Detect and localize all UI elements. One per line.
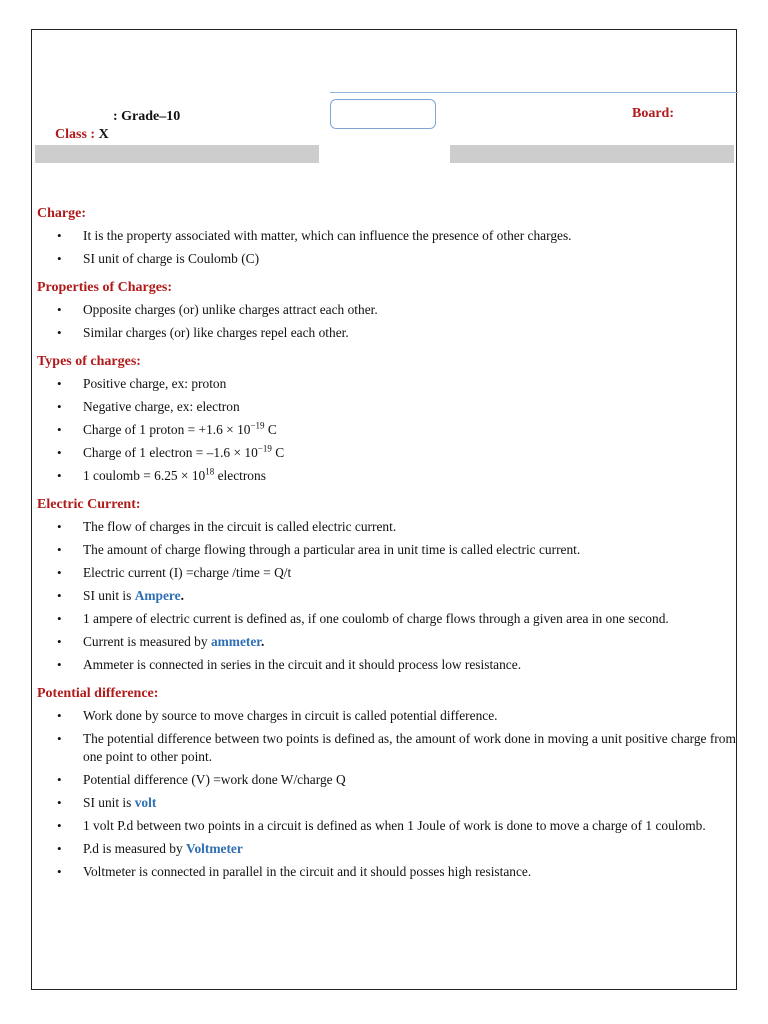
- bullet-icon: •: [57, 818, 62, 833]
- list-item: • It is the property associated with matter, which can influence the presence of other charges.: [57, 228, 572, 243]
- bullet-icon: •: [57, 542, 62, 557]
- list-item: • 1 coulomb = $6.25 \times 10^{18}$ electrons: [57, 466, 266, 483]
- header-bar-right: [450, 145, 734, 163]
- list-item: • The amount of charge flowing through a particular area in unit time is called electric current.: [57, 542, 581, 557]
- list-item: • Charge of 1 electron = $-1.6 \times 10^{-19}$ C: [57, 443, 285, 460]
- section-potential-difference: [37, 685, 737, 881]
- bullet-icon: •: [57, 302, 62, 317]
- bullet-icon: •: [57, 864, 62, 879]
- bullet-icon: •: [57, 795, 62, 810]
- bullet-icon: •: [57, 445, 62, 460]
- section-heading: Electric Current:: [37, 497, 141, 512]
- list-item: • SI unit is volt: [57, 795, 157, 810]
- highlight-term: Ampere: [134, 588, 181, 603]
- bullet-icon: •: [57, 565, 62, 580]
- bullet-icon: •: [57, 228, 62, 243]
- header-logo-box: [330, 99, 436, 129]
- list-item: • SI unit is Ampere.: [57, 588, 184, 603]
- bullet-icon: •: [57, 251, 62, 266]
- section-heading: Properties of Charges:: [37, 280, 173, 295]
- bullet-icon: •: [57, 519, 62, 534]
- bullet-icon: •: [57, 399, 62, 414]
- header-bar-left: [35, 145, 319, 163]
- bullet-icon: •: [57, 422, 62, 437]
- list-item: • 1 volt P.d between two points in a circuit is defined as when 1 Joule of work is done to move a charge of 1 coulomb.: [57, 818, 706, 833]
- bullet-icon: •: [57, 841, 62, 856]
- list-item: • Electric current (I) =charge /time = Q/t: [57, 565, 292, 580]
- bullet-icon: •: [57, 634, 62, 649]
- bullet-icon: •: [57, 657, 62, 672]
- list-item: • The flow of charges in the circuit is called electric current.: [57, 519, 397, 534]
- highlight-term: Voltmeter: [186, 841, 243, 856]
- bullet-icon: •: [57, 772, 62, 787]
- section-charge: [37, 205, 737, 268]
- class-line: [55, 127, 109, 143]
- bullet-icon: •: [57, 325, 62, 340]
- list-item: • Voltmeter is connected in parallel in the circuit and it should posses high resistance.: [57, 864, 532, 879]
- class-label: Class :: [55, 127, 99, 142]
- list-item: • Ammeter is connected in series in the circuit and it should process low resistance.: [57, 657, 522, 672]
- list-item: • Similar charges (or) like charges repel each other.: [57, 325, 349, 340]
- section-heading: Types of charges:: [37, 354, 141, 369]
- notes-content: [37, 205, 737, 892]
- list-item: • Work done by source to move charges in circuit is called potential difference.: [57, 708, 498, 723]
- grade-label: : Grade–10: [113, 109, 181, 124]
- list-item: • Potential difference (V) =work done W/charge Q: [57, 772, 346, 787]
- list-item: • Positive charge, ex: proton: [57, 376, 227, 391]
- list-item: • Negative charge, ex: electron: [57, 399, 240, 414]
- header-rule: [330, 92, 738, 93]
- section-heading: Potential difference:: [37, 686, 159, 701]
- list-item: • The potential difference between two points is defined as, the amount of work done in moving a unit positive charge from one point to other point.: [57, 731, 736, 764]
- highlight-term: ammeter: [210, 634, 262, 649]
- bullet-icon: •: [57, 611, 62, 626]
- list-item: • SI unit of charge is Coulomb (C): [57, 251, 260, 266]
- section-electric-current: [37, 496, 737, 674]
- section-heading: Charge:: [37, 206, 86, 221]
- bullet-icon: •: [57, 468, 62, 483]
- list-item: • Current is measured by ammeter.: [57, 634, 265, 649]
- list-item: • Charge of 1 proton = $+1.6 \times 10^{-19}$ C: [57, 420, 277, 437]
- bullet-icon: •: [57, 708, 62, 723]
- section-properties: [37, 279, 737, 342]
- section-types: [37, 353, 737, 485]
- list-item: • Opposite charges (or) unlike charges attract each other.: [57, 302, 378, 317]
- highlight-term: volt: [134, 795, 157, 810]
- bullet-icon: •: [57, 376, 62, 391]
- list-item: • P.d is measured by Voltmeter: [57, 841, 243, 856]
- board-label: Board:: [632, 106, 674, 121]
- list-item: • 1 ampere of electric current is defined as, if one coulomb of charge flows through a given area in one second.: [57, 611, 669, 626]
- class-value: X: [98, 127, 109, 142]
- bullet-icon: •: [57, 588, 62, 603]
- bullet-icon: •: [57, 731, 62, 746]
